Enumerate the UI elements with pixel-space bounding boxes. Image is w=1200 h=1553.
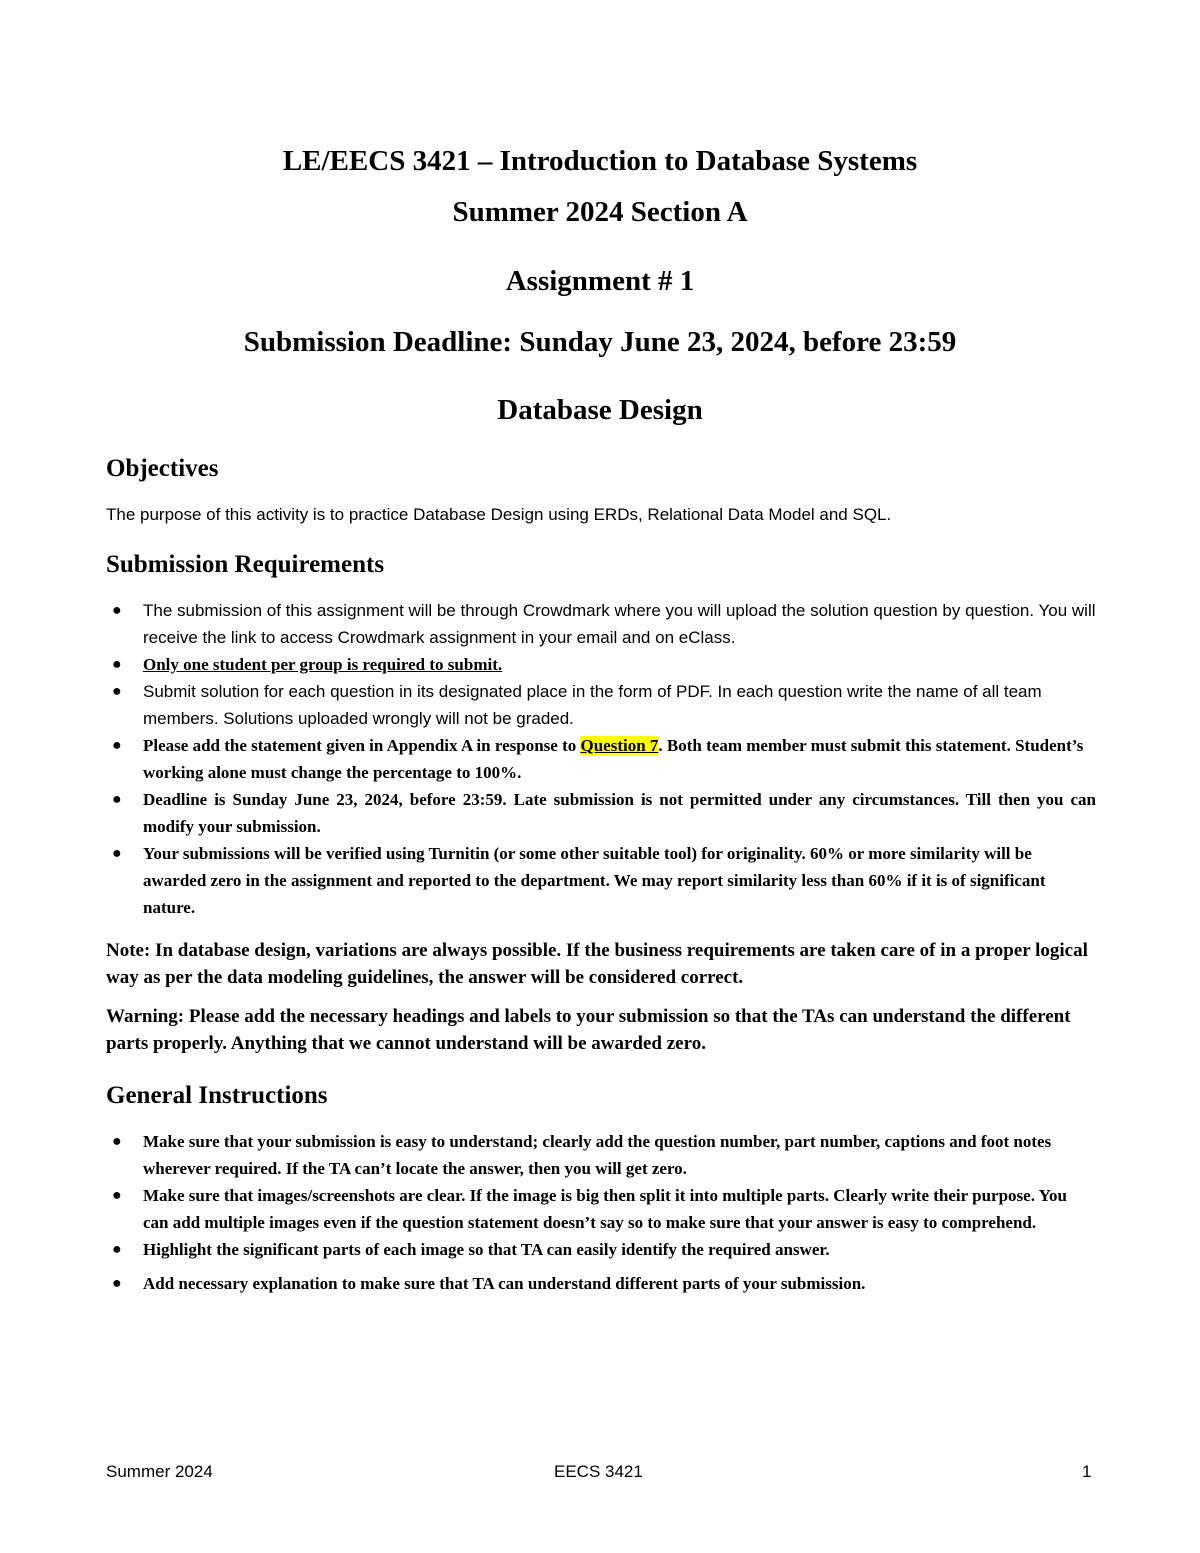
footer-left: Summer 2024 [106, 1462, 213, 1481]
list-item [106, 840, 1096, 921]
question-7-link[interactable]: Question 7 [580, 736, 659, 755]
assignment-title: Assignment # 1 [505, 265, 695, 297]
submission-list [106, 597, 1096, 921]
list-item [106, 1236, 1096, 1263]
list-item [106, 651, 1096, 678]
bullet-text: Your submissions will be verified using Turnitin (or some other suitable tool) for originality. 60% or more similarity will be awarded zero in the assignment and reported to the department. We may report similarity less than 60% if it is of significant nature. [143, 844, 1046, 917]
list-item [106, 732, 1096, 786]
general-heading: General Instructions [106, 1082, 328, 1109]
bullet-text: Make sure that your submission is easy to understand; clearly add the question number, part number, captions and foot notes wherever required. If the TA can’t locate the answer, then you will get zero. [143, 1132, 1052, 1178]
list-item [106, 1128, 1096, 1182]
note-paragraph: Note: In database design, variations are always possible. If the business requirements are taken care of in a proper logical way as per the data modeling guidelines, the answer will be considered correct. [106, 940, 1088, 988]
warning-paragraph: Warning: Please add the necessary headings and labels to your submission so that the TAs can understand the different parts properly. Anything that we cannot understand will be awarded zero. [106, 1006, 1071, 1054]
term-title: Summer 2024 Section A [452, 196, 748, 228]
general-list [106, 1128, 1096, 1297]
footer-center: EECS 3421 [554, 1462, 643, 1481]
bullet-text-pre: Please add the statement given in Appendix A in response to [143, 736, 581, 755]
bullet-text: The submission of this assignment will be through Crowdmark where you will upload the solution question by question. You will receive the link to access Crowdmark assignment in your email and on eClass. [143, 601, 1096, 647]
bullet-text-post: . Both team member must submit this statement. Student’s working alone must change the percentage to 100%. [143, 736, 1084, 782]
list-item [106, 786, 1096, 840]
bullet-text: Submit solution for each question in its designated place in the form of PDF. In each question write the name of all team members. Solutions uploaded wrongly will not be graded. [143, 682, 1042, 728]
submission-heading: Submission Requirements [106, 551, 385, 578]
page-number: 1 [1082, 1462, 1092, 1481]
course-title: LE/EECS 3421 – Introduction to Database Systems [282, 145, 918, 177]
bullet-icon: ● [112, 737, 122, 754]
list-item [106, 678, 1096, 732]
bullet-text: Make sure that images/screenshots are clear. If the image is big then split it into multiple parts. Clearly write their purpose. You can add multiple images even if the question statement doesn’t say so to make sure that your answer is easy to comprehend. [143, 1186, 1067, 1232]
bullet-icon: ● [112, 656, 122, 673]
bullet-icon: ● [112, 683, 122, 700]
objectives-text: The purpose of this activity is to practice Database Design using ERDs, Relational Data Model and SQL. [106, 505, 892, 524]
bullet-icon: ● [112, 1241, 122, 1258]
deadline-title: Submission Deadline: Sunday June 23, 2024, before 23:59 [243, 326, 957, 358]
bullet-icon: ● [112, 602, 122, 619]
bullet-icon: ● [112, 1275, 122, 1292]
bullet-icon: ● [112, 791, 122, 808]
bullet-text: Deadline is Sunday June 23, 2024, before 23:59. Late submission is not permitted under any circumstances. Till then you can modify your submission. [143, 790, 1096, 836]
objectives-heading: Objectives [106, 455, 219, 482]
list-item [106, 597, 1096, 651]
topic-title: Database Design [497, 394, 703, 426]
bullet-icon: ● [112, 1133, 122, 1150]
bullet-text: Highlight the significant parts of each image so that TA can easily identify the required answer. [143, 1240, 830, 1259]
list-item [106, 1270, 1096, 1297]
bullet-text: Only one student per group is required to submit. [143, 655, 503, 674]
bullet-icon: ● [112, 1187, 122, 1204]
list-item [106, 1182, 1096, 1236]
bullet-text: Add necessary explanation to make sure that TA can understand different parts of your submission. [143, 1274, 866, 1293]
bullet-icon: ● [112, 845, 122, 862]
